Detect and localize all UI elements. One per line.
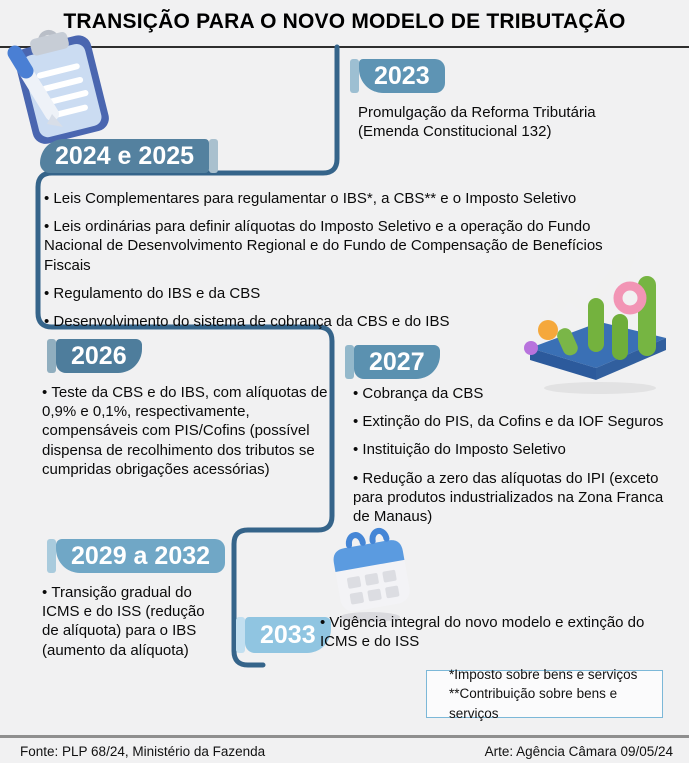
year-label: 2023	[374, 61, 430, 90]
year-tab-2029-2032	[47, 539, 225, 573]
year-label: 2033	[260, 620, 316, 649]
event-bullet: • Extinção do PIS, da Cofins e da IOF Seguros	[353, 412, 678, 431]
calendar-icon	[318, 522, 422, 624]
year-label: 2024 e 2025	[55, 141, 195, 170]
tab-stripe	[350, 59, 359, 93]
footnote-box	[426, 666, 663, 721]
year-label: 2027	[369, 347, 425, 376]
event-bullet: • Cobrança da CBS	[353, 384, 678, 403]
event-2027-list	[353, 384, 678, 535]
year-tab-2026	[47, 339, 142, 373]
tab-stripe	[236, 617, 245, 653]
footer-rule	[0, 735, 689, 738]
year-tab-2027	[345, 345, 440, 379]
event-2029-2032-list	[42, 583, 222, 669]
tab-stripe	[47, 539, 56, 573]
event-bullet: • Leis ordinárias para definir alíquotas do Imposto Seletivo e a operação do Fundo Nacional de Desenvolvimento Regional e do Fundo de Compensação de Benefícios Fiscais	[44, 217, 644, 275]
tab-stripe	[47, 339, 56, 373]
year-tab-2023	[350, 59, 445, 93]
event-bullet: • Vigência integral do novo modelo e extinção do ICMS e do ISS	[320, 613, 658, 651]
event-bullet: • Teste da CBS e do IBS, com alíquotas de 0,9% e 0,1%, respectivamente, compensáveis com PIS/Cofins (possível dispensa de recolhimento dos tributos se cumpridas obrigações acessórias)	[42, 383, 342, 479]
footer-source: Fonte: PLP 68/24, Ministério da Fazenda	[20, 744, 266, 759]
tab-stripe	[209, 139, 218, 173]
year-label: 2026	[71, 341, 127, 370]
event-bullet: • Desenvolvimento do sistema de cobrança da CBS e do IBS	[44, 312, 644, 331]
event-2024-2025-list	[44, 189, 644, 340]
event-bullet: • Transição gradual do ICMS e do ISS (redução de alíquota) para o IBS (aumento da alíquota)	[42, 583, 222, 660]
year-label: 2029 a 2032	[71, 541, 211, 570]
event-bullet: • Leis Complementares para regulamentar o IBS*, a CBS** e o Imposto Seletivo	[44, 189, 644, 208]
footnote-line-1: *Imposto sobre bens e serviços	[449, 666, 638, 682]
year-tab-2024-2025	[40, 139, 218, 173]
year-tab-2033	[236, 617, 331, 653]
event-2026-list	[42, 383, 342, 488]
footer-credit: Arte: Agência Câmara 09/05/24	[484, 744, 673, 759]
clipboard-pen-icon	[0, 26, 122, 144]
event-bullet: • Redução a zero das alíquotas do IPI (exceto para produtos industrializados na Zona Franca de Manaus)	[353, 469, 678, 527]
page-title: TRANSIÇÃO PARA O NOVO MODELO DE TRIBUTAÇÃO	[63, 10, 626, 33]
event-2033-list	[320, 613, 658, 660]
event-2023-text: Promulgação da Reforma Tributária (Emenda Constitucional 132)	[358, 104, 596, 141]
event-bullet: • Regulamento do IBS e da CBS	[44, 284, 644, 303]
tab-stripe	[345, 345, 354, 379]
event-bullet: • Instituição do Imposto Seletivo	[353, 440, 678, 459]
footnote-line-2: **Contribuição sobre bens e serviços	[449, 686, 618, 721]
